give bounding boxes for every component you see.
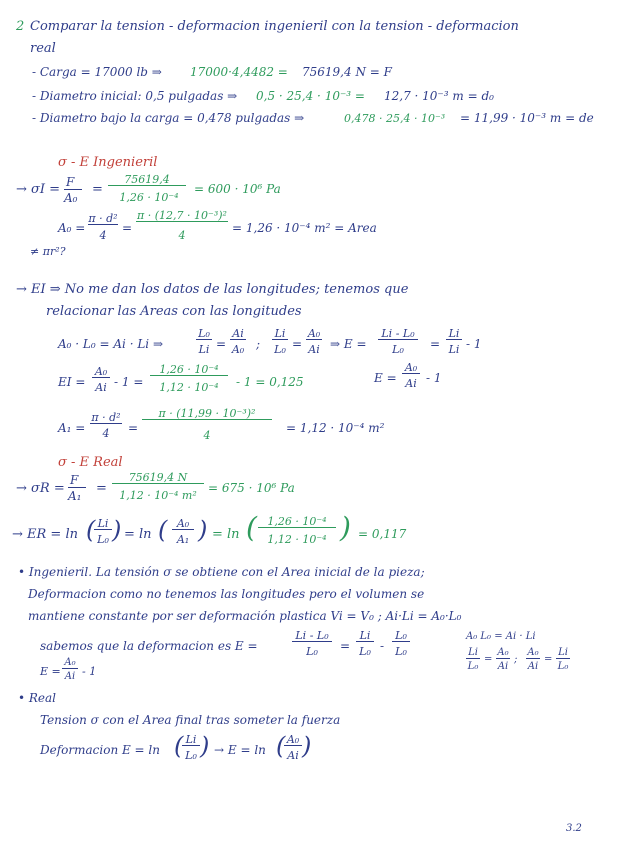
rel-end: - 1 [466,337,482,351]
ebox-den: Ai [405,377,417,390]
note-e-num: A₀ [62,658,78,669]
real-eps-result: = 0,117 [358,527,407,541]
note-ing-line4: sabemos que la deformacion es E = [40,639,258,653]
a1-den: 4 [102,427,110,440]
note-real-f1-den: L₀ [185,749,197,762]
note-f2-num: Li [356,630,374,642]
ei-num: 1,26 · 10⁻⁴ [150,364,228,376]
real-eps-frac3-den: 1,12 · 10⁻⁴ [267,533,327,546]
given-d1-conversion: 0,478 · 25,4 · 10⁻³ [344,112,446,125]
a1-num2: π · (11,99 · 10⁻³)² [142,408,272,420]
note-f3-den: L₀ [395,645,407,658]
note-real-line1: Tension σ con el Area final tras someter la fuerza [40,713,341,727]
eng-eps-line1: → EI ⇒ No me dan los datos de las longitudes; tenemos que [16,282,409,297]
real-eps-lhs: → ER = ln [12,527,78,542]
rel-frac1-den: Li [198,343,210,356]
side-f2-num: A₀ [497,647,509,658]
rel-frac6-num: Li [446,328,462,340]
eng-area-num2: π · (12,7 · 10⁻³)² [137,209,227,222]
a1-den2: 4 [203,429,211,442]
ebox-lhs: E = [374,371,397,385]
note-real-f2-num: A₀ [284,734,302,746]
rel-sep: ; [256,337,261,351]
problem-statement-line2: real [30,41,56,56]
given-d0-conversion: 0,5 · 25,4 · 10⁻³ = [256,89,365,103]
note-real-f1-num: Li [182,734,200,746]
real-sigma-den: 1,12 · 10⁻⁴ m² [119,489,197,502]
given-d1-label: - Diametro bajo la carga = 0,478 pulgadas ⇒ [32,111,305,125]
eng-sigma-frac-num: F [66,175,75,189]
eng-area-num: π · d² [88,212,118,225]
ei-frac-num: A₀ [92,366,110,378]
note-f2-den: L₀ [359,645,371,658]
a1-result: = 1,12 · 10⁻⁴ m² [286,421,385,435]
rel-frac2-den: A₀ [231,343,245,356]
given-d0-label: - Diametro inicial: 0,5 pulgadas ⇒ [32,89,238,103]
eng-area-lhs: A₀ = [58,221,86,235]
note-f1-den: L₀ [306,645,318,658]
real-eps-frac1-den: L₀ [97,533,109,546]
side-sep: ; [514,654,518,665]
rel-part1: A₀ · L₀ = Ai · Li ⇒ [58,337,164,351]
a1-num: π · d² [91,411,121,424]
note-e-end: - 1 [82,665,97,678]
real-sigma-eq: = [96,481,107,496]
rel-frac4-den: Ai [308,343,320,356]
page-number: 3.2 [566,823,582,834]
note-real-title: • Real [18,691,57,705]
ei-frac-den: Ai [95,381,107,394]
note-real-f2-den: Ai [287,749,299,762]
note-real-line2b: → E = ln [214,743,266,757]
engineering-heading: σ - E Ingenieril [58,155,158,170]
side-f1-num: Li [466,648,480,659]
given-load-label: - Carga = 17000 lb ⇒ [32,65,162,79]
note-e-den: Ai [64,671,76,682]
rel-frac6-den: Li [448,343,460,356]
side-f3-num: A₀ [527,647,539,658]
real-eps-eq2: = ln [212,527,240,542]
real-eps-eq1: = ln [124,527,152,542]
note-f3-num: L₀ [392,630,410,642]
problem-statement-line1: Comparar la tension - deformacion ingenieril con la tension - deformacion [30,19,519,34]
real-sigma-frac-den: A₁ [68,489,82,503]
rel-eq1: = [216,337,227,351]
rel-frac2-num: Ai [230,328,246,340]
rel-frac5-num: Li - L₀ [378,328,418,340]
note-eqa: = [340,639,351,653]
side-f1-den: L₀ [467,661,479,672]
eng-area-result: = 1,26 · 10⁻⁴ m² = Area [232,221,377,235]
ebox-end: - 1 [426,371,442,385]
eng-sigma-eq: = [92,182,103,197]
rel-frac1-num: L₀ [196,328,212,340]
real-sigma-result: = 675 · 10⁶ Pa [208,481,295,495]
rel-eq3: = [430,337,441,351]
note-e-line: E = [40,665,61,678]
ei-lhs: EI = [58,375,86,389]
side-f3-den: Ai [527,661,539,672]
note-f1-num: Li - L₀ [292,630,332,642]
real-eps-frac2-den: A₁ [176,533,190,546]
given-d0-value: 12,7 · 10⁻³ m = d₀ [384,89,494,103]
note-real-line2a: Deformacion E = ln [40,743,160,757]
rel-eq2: = [292,337,303,351]
real-heading: σ - E Real [58,455,123,470]
side-f2-den: Ai [497,661,509,672]
real-sigma-lhs: → σR = [16,481,65,496]
real-eps-frac3-num: 1,26 · 10⁻⁴ [258,516,336,528]
rel-frac4-num: A₀ [307,327,321,340]
eng-area-eq: = [122,221,133,235]
rel-arrow: ⇒ E = [330,337,367,351]
eng-area-den: 4 [99,229,107,242]
rel-frac3-num: Li [272,328,288,340]
real-eps-frac1-num: Li [94,518,112,530]
eng-sigma-frac-den: A₀ [64,191,78,205]
real-sigma-frac-num: F [70,473,79,487]
eng-eps-line2: relacionar las Areas con las longitudes [46,304,302,319]
note-ing-line2: Deformacion como no tenemos las longitudes pero el volumen se [28,587,425,601]
ebox-num: A₀ [402,362,420,374]
a1-lhs: A₁ = [58,421,86,435]
ei-result: - 1 = 0,125 [236,375,304,389]
a1-eq: = [128,421,139,435]
given-load-conversion: 17000·4,4482 = [190,65,288,79]
real-eps-frac2-num: A₀ [172,518,194,530]
side-top: A₀ L₀ = Ai · Li [466,631,536,642]
eng-area-den2: 4 [178,229,186,242]
eng-sigma-lhs: → σI = [16,182,61,197]
side-f4-num: Li [556,648,570,659]
given-d1-value: = 11,99 · 10⁻³ m = de [460,111,594,125]
side-eq1: = [484,654,493,665]
ei-minus: - 1 = [114,375,144,389]
eng-sigma-num: 75619,4 [108,174,186,186]
note-eqb: - [380,639,385,653]
real-sigma-num: 75619,4 N [112,472,204,484]
note-ing-line3: mantiene constante por ser deformación plastica Vi = V₀ ; Ai·Li = A₀·L₀ [28,609,462,623]
rel-frac3-den: L₀ [274,343,286,356]
problem-number: 2 [16,19,25,34]
eng-sigma-den: 1,26 · 10⁻⁴ [119,191,179,204]
eng-sigma-result: = 600 · 10⁶ Pa [194,182,281,196]
ei-den: 1,12 · 10⁻⁴ [159,381,219,394]
note-ing-line1: • Ingenieril. La tensión σ se obtiene con el Area inicial de la pieza; [18,565,425,579]
side-eq2: = [544,654,553,665]
side-f4-den: L₀ [557,661,569,672]
given-load-value: 75619,4 N = F [302,65,392,79]
eng-area-note: ≠ πr²? [30,245,66,258]
rel-frac5-den: L₀ [392,343,404,356]
